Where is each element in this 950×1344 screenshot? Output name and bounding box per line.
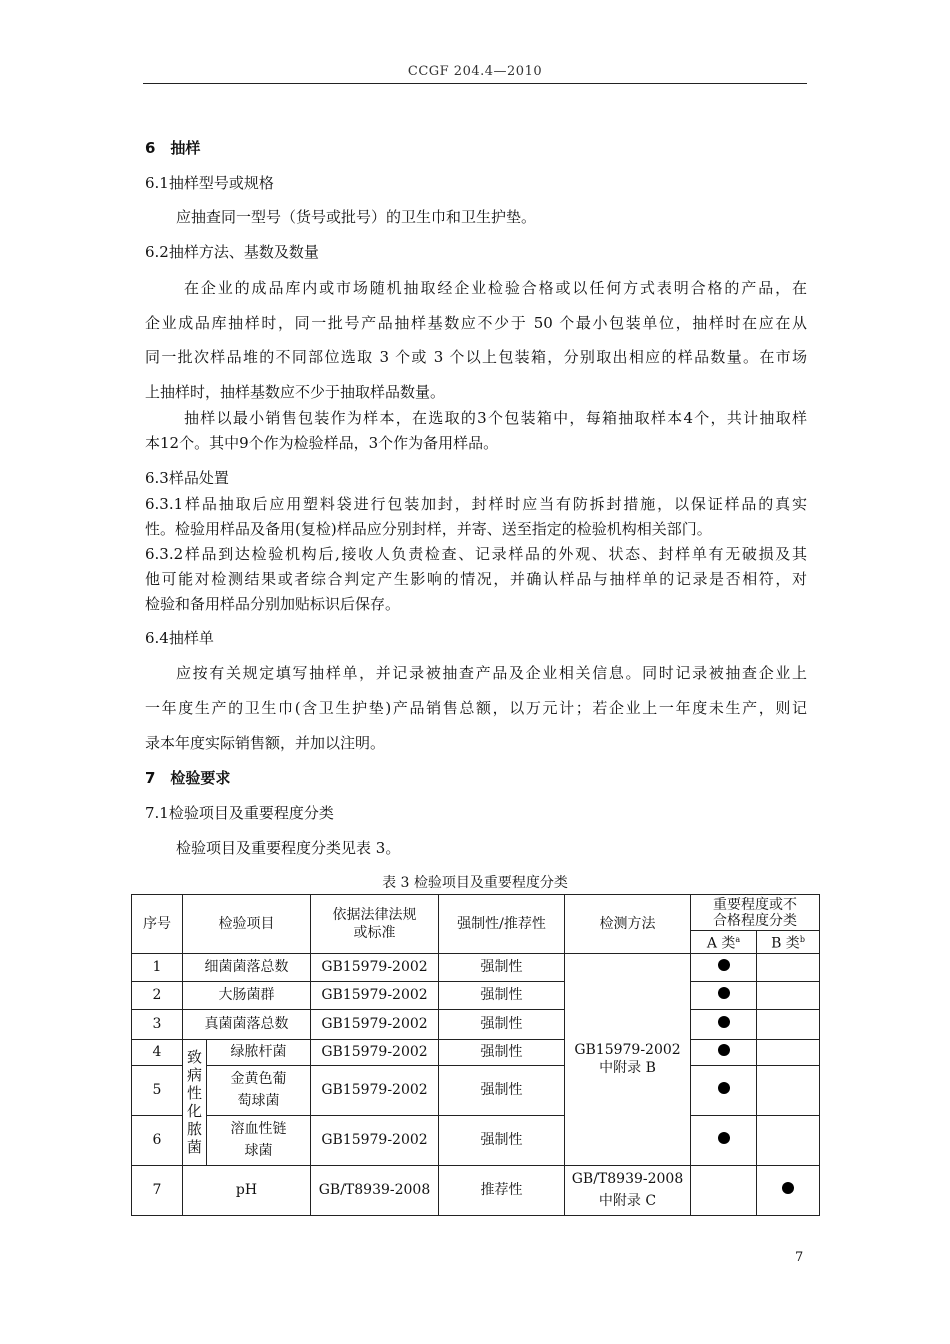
header-basis: 依据法律法规 或标准 (311, 895, 439, 954)
cell-class-b (757, 1115, 820, 1165)
table-row (132, 1065, 820, 1115)
cell-class-b (757, 1165, 820, 1215)
cell-basis: GB15979-2002 (311, 1009, 439, 1039)
cell-basis: GB15979-2002 (311, 953, 439, 981)
cell-no: 2 (132, 981, 183, 1009)
cell-no: 5 (132, 1065, 183, 1115)
cell-item: 金黄色葡 萄球菌 (207, 1065, 311, 1115)
cell-class-b (757, 1039, 820, 1065)
paragraph-line: 性。检验用样品及备用(复检)样品应分别封样，并寄、送至指定的检验机构相关部门。 (145, 520, 712, 538)
header-item: 检验项目 (183, 895, 311, 954)
page-number: 7 (795, 1250, 804, 1265)
cell-no: 4 (132, 1039, 183, 1065)
cell-mandatory: 强制性 (439, 1009, 565, 1039)
inspection-items-table (131, 894, 820, 1216)
paragraph-line: 同一批次样品堆的不同部位选取 3 个或 3 个以上包装箱，分别取出相应的样品数量。在市场 (145, 348, 807, 366)
cell-item: 大肠菌群 (183, 981, 311, 1009)
paragraph-line: 在企业的成品库内或市场随机抽取经企业检验合格或以任何方式表明合格的产品，在 (184, 279, 807, 297)
cell-class-a (691, 1039, 757, 1065)
filled-dot-icon (718, 1044, 730, 1056)
standard-code-header: CCGF 204.4—2010 (407, 64, 543, 79)
cell-mandatory: 强制性 (439, 1115, 565, 1165)
filled-dot-icon (782, 1182, 794, 1194)
header-no: 序号 (132, 895, 183, 954)
cell-method-shared: GB15979-2002 中附录 B (565, 953, 691, 1165)
cell-mandatory: 推荐性 (439, 1165, 565, 1215)
paragraph-line: 一年度生产的卫生巾(含卫生护垫)产品销售总额，以万元计；若企业上一年度未生产，则记 (145, 699, 807, 717)
cell-class-a (691, 953, 757, 981)
paragraph-line: 6.3.1样品抽取后应用塑料袋进行包装加封，封样时应当有防拆封措施，以保证样品的真实 (145, 495, 807, 513)
filled-dot-icon (718, 987, 730, 999)
paragraph-line: 他可能对检测结果或者综合判定产生影响的情况，并确认样品与抽样单的记录是否相符，对 (145, 570, 807, 588)
cell-no: 3 (132, 1009, 183, 1039)
paragraph-line: 检验和备用样品分别加贴标识后保存。 (145, 595, 401, 613)
section-6-1-text: 应抽查同一型号（货号或批号）的卫生巾和卫生护垫。 (176, 208, 537, 226)
header-importance: 重要程度或不 合格程度分类 (691, 895, 820, 931)
section-7-1-text: 检验项目及重要程度分类见表 3。 (176, 839, 401, 857)
cell-pathogen-group: 致 病 性 化 脓 菌 (183, 1039, 207, 1165)
section-7-1-heading: 7.1检验项目及重要程度分类 (145, 804, 334, 822)
table-row (132, 1039, 820, 1065)
cell-item: 溶血性链 球菌 (207, 1115, 311, 1165)
cell-basis: GB15979-2002 (311, 1115, 439, 1165)
cell-class-a (691, 1065, 757, 1115)
paragraph-line: 抽样以最小销售包装作为样本，在选取的3个包装箱中，每箱抽取样本4个，共计抽取样 (184, 409, 807, 427)
cell-no: 1 (132, 953, 183, 981)
cell-class-a (691, 1115, 757, 1165)
cell-mandatory: 强制性 (439, 953, 565, 981)
cell-class-b (757, 953, 820, 981)
paragraph-line: 6.3.2样品到达检验机构后,接收人负责检查、记录样品的外观、状态、封样单有无破损及其 (145, 545, 807, 563)
header-rule (143, 83, 807, 84)
cell-class-a (691, 981, 757, 1009)
table-row (132, 953, 820, 981)
section-6-heading: 6 抽样 (145, 139, 201, 157)
cell-basis: GB/T8939-2008 (311, 1165, 439, 1215)
filled-dot-icon (718, 1016, 730, 1028)
paragraph-line: 录本年度实际销售额，并加以注明。 (145, 734, 386, 752)
section-6-1-heading: 6.1抽样型号或规格 (145, 174, 274, 192)
cell-class-a (691, 1009, 757, 1039)
cell-mandatory: 强制性 (439, 981, 565, 1009)
cell-item: 绿脓杆菌 (207, 1039, 311, 1065)
cell-basis: GB15979-2002 (311, 1065, 439, 1115)
cell-class-b (757, 1009, 820, 1039)
section-6-2-heading: 6.2抽样方法、基数及数量 (145, 243, 319, 261)
table-row (132, 1115, 820, 1165)
cell-mandatory: 强制性 (439, 1065, 565, 1115)
cell-class-b (757, 981, 820, 1009)
cell-item: 细菌菌落总数 (183, 953, 311, 981)
filled-dot-icon (718, 1132, 730, 1144)
header-mandatory: 强制性/推荐性 (439, 895, 565, 954)
cell-no: 7 (132, 1165, 183, 1215)
cell-class-a (691, 1165, 757, 1215)
filled-dot-icon (718, 1082, 730, 1094)
cell-item: 真菌菌落总数 (183, 1009, 311, 1039)
paragraph-line: 本12个。其中9个作为检验样品，3个作为备用样品。 (145, 434, 499, 452)
section-6-3-heading: 6.3样品处置 (145, 469, 229, 487)
table-caption: 表 3 检验项目及重要程度分类 (382, 875, 568, 891)
table-row (132, 1009, 820, 1039)
section-7-heading: 7 检验要求 (145, 769, 231, 787)
header-class-b: B 类$^b$ (757, 931, 820, 954)
paragraph-line: 企业成品库抽样时，同一批号产品抽样基数应不少于 50 个最小包装单位，抽样时在应在从 (145, 314, 807, 332)
cell-mandatory: 强制性 (439, 1039, 565, 1065)
cell-item: pH (183, 1165, 311, 1215)
table-row (132, 1165, 820, 1215)
paragraph-line: 上抽样时，抽样基数应不少于抽取样品数量。 (145, 383, 446, 401)
cell-class-b (757, 1065, 820, 1115)
filled-dot-icon (718, 959, 730, 971)
paragraph-line: 应按有关规定填写抽样单，并记录被抽查产品及企业相关信息。同时记录被抽查企业上 (176, 664, 807, 682)
section-6-4-heading: 6.4抽样单 (145, 629, 214, 647)
table-header-row (132, 895, 820, 931)
cell-basis: GB15979-2002 (311, 981, 439, 1009)
cell-no: 6 (132, 1115, 183, 1165)
header-method: 检测方法 (565, 895, 691, 954)
table-row (132, 981, 820, 1009)
cell-method: GB/T8939-2008 中附录 C (565, 1165, 691, 1215)
cell-basis: GB15979-2002 (311, 1039, 439, 1065)
header-class-a: A 类$^a$ (691, 931, 757, 954)
